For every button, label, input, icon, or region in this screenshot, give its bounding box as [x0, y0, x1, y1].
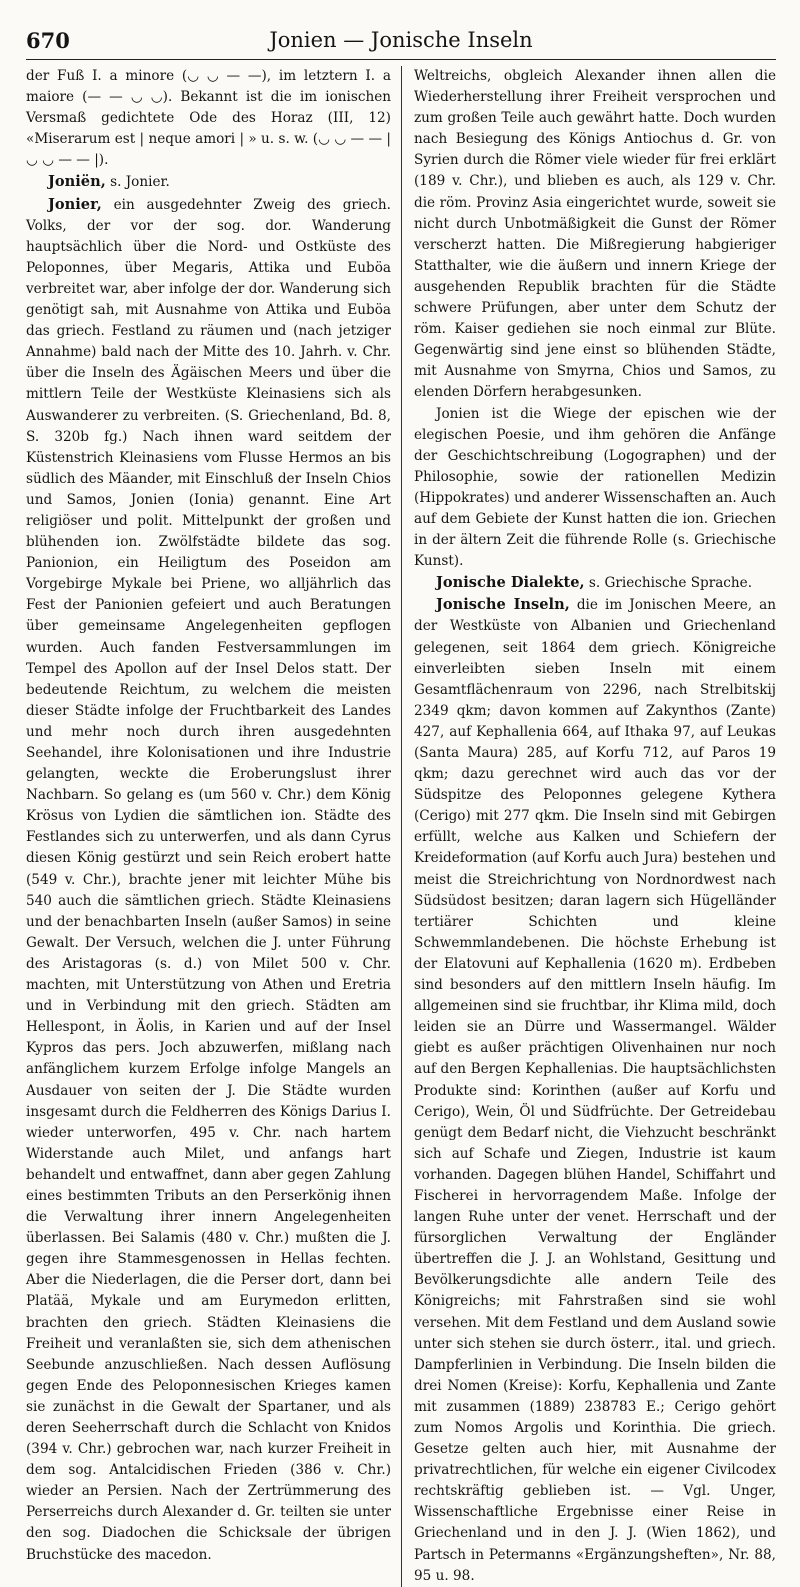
lemma-jonische-inseln: Jonische Inseln,	[436, 596, 570, 614]
two-column-body	[26, 66, 776, 1587]
page-number: 670	[26, 28, 70, 53]
entry-continuation: der Fuß I. a minore (◡ ◡ — —), im letztern I. a maiore (— — ◡ ◡). Bekannt ist die im ionischen Versmaß gedichtete Ode des Horaz (III, 12) «Miserarum est | neque amori | » u. s. w. (◡ ◡ — — | ◡ ◡ — — |).	[26, 68, 391, 169]
left-column	[26, 66, 401, 1587]
entry-jonische-dialekte-text: s. Griechische Sprache.	[584, 575, 753, 592]
entry-jonier-text: ein ausgedehnter Zweig des griech. Volks, der vor der sog. dor. Wanderung hauptsächlich über die Nord- und Ostküste des Peloponnes, über Megaris, Attika und Euböa verbreitet war, aber infolge der dor. Wanderung sich genötigt sah, mit Ausnahme von Attika und Euböa das griech. Festland zu räumen und (nach jetziger Annahme) bald nach der Mitte des 10. Jahrh. v. Chr. über die Inseln des Ägäischen Meers und über die mittlern Teile der Westküste Kleinasiens sich als Auswanderer zu verbreiten. (S. Griechenland, Bd. 8, S. 320b fg.) Nach ihnen ward seitdem der Küstenstrich Kleinasiens vom Flusse Hermos an bis südlich des Mäander, mit Einschluß der Inseln Chios und Samos, Jonien (Ionia) genannt. Eine Art religiöser und polit. Mittelpunkt der großen und blühenden ion. Zwölfstädte bildete das sog. Panionion, ein Heiligtum des Poseidon am Vorgebirge Mykale bei Priene, wo alljährlich das Fest der Panionien gefeiert und auch Beratungen über gemeinsame Angelegenheiten gepflogen wurden. Auch fanden Festversammlungen im Tempel des Apollon auf der Insel Delos statt. Der bedeutende Reichtum, zu welchem die meisten dieser Städte infolge der Fruchtbarkeit des Landes und mehr noch durch ihren ausgedehnten Seehandel, ihre Kolonisationen und ihre Industrie gelangten, weckte die Eroberungslust ihrer Nachbarn. So gelang es (um 560 v. Chr.) dem König Krösus von Lydien die sämtlichen ion. Städte des Festlandes sich zu unterwerfen, und als dann Cyrus diesen König gestürzt und sein Reich erobert hatte (549 v. Chr.), brachte jener mit leichter Mühe bis 540 auch die sämtlichen griech. Städte Kleinasiens und der benachbarten Inseln (außer Samos) in seine Gewalt. Der Versuch, welchen die J. unter Führung des Aristagoras (s. d.) von Milet 500 v. Chr. machten, mit Unterstützung von Athen und Eretria und in Verbindung mit den griech. Städten am Hellespont, in Äolis, in Karien und auf der Insel Kypros das pers. Joch abzuwerfen, mißlang nach anfänglichem kurzem Erfolge infolge Mangels an Ausdauer von seiten der J. Die Städte wurden insgesamt durch die Feldherren des Königs Darius I. wieder unterworfen, 495 v. Chr. nach hartem Widerstande auch Milet, und anfangs hart behandelt und entwaffnet, dann aber gegen Zahlung eines bestimmten Tributs an den Perserkönig ihnen die Verwaltung ihrer innern Angelegenheiten überlassen. Bei Salamis (480 v. Chr.) mußten die J. gegen ihre Stammesgenossen in Hellas fechten. Aber die Niederlagen, die die Perser dort, dann bei Platää, Mykale und am Eurymedon erlitten, brachten den griech. Städten Kleinasiens die Freiheit und veranlaßten sie, sich dem athenischen Seebunde anzuschließen. Nach dessen Auflösung gegen Ende des Peloponnesischen Krieges kamen sie zunächst in die Gewalt der Spartaner, und als deren Seeherrschaft durch die Schlacht von Knidos (394 v. Chr.) gebrochen war, nach kurzer Freiheit in dem sog. Antalcidischen Frieden (386 v. Chr.) wieder an Persien. Nach der Zertrümmerung des Perserreichs durch Alexander d. Gr. teilten sie unter den sog. Diadochen die Schicksale der übrigen Bruchstücke des macedon.	[26, 196, 391, 1563]
running-head: Jonien — Jonische Inseln	[269, 28, 533, 52]
entry-jonische-dialekte	[414, 572, 776, 594]
lemma-jonier: Jonier,	[48, 195, 102, 213]
entry-jonier-culture: Jonien ist die Wiege der epischen wie der elegischen Poesie, und ihm gehören die Anfänge der Geschichtschreibung (Logographen) und der Philosophie, sowie der rationellen Medizin (Hippokrates) und anderer Wissenschaften an. Auch auf dem Gebiete der Kunst hatten die ion. Griechen in der ältern Zeit die führende Rolle (s. Griechische Kunst).	[414, 405, 776, 570]
entry-jonien	[26, 171, 391, 193]
header-rule	[26, 59, 776, 60]
entry-jonische-inseln-text: die im Jonischen Meere, an der Westküste von Albanien und Griechenland gelegenen, seit 1864 dem griech. Königreiche einverleibten sieben Inseln mit einem Gesamtflächenraum von 2296, nach Strelbitskij 2349 qkm; davon kommen auf Zakynthos (Zante) 427, auf Kephallenia 664, auf Ithaka 97, auf Leukas (Santa Maura) 285, auf Korfu 712, auf Paros 19 qkm; dazu gerechnet wird auch das vor der Südspitze des Peloponnes gelegene Kythera (Cerigo) mit 277 qkm. Die Inseln sind mit Gebirgen erfüllt, welche aus Kalken und Schiefern der Kreideformation (auf Korfu auch Jura) bestehen und meist die Streichrichtung von Nordnordwest nach Südsüdost besitzen; daran lagern sich Hügelländer tertiärer Schichten und kleine Schwemmlandebenen. Die höchste Erhebung ist der Elatovuni auf Kephallenia (1620 m). Erdbeben sind besonders auf den mittlern Inseln häufig. Im allgemeinen sind sie fruchtbar, ihr Klima mild, doch leiden sie an Dürre und Wassermangel. Wälder giebt es außer prächtigen Olivenhainen nur noch auf den Bergen Kephallenias. Die hauptsächlichsten Produkte sind: Korinthen (außer auf Korfu und Cerigo), Wein, Öl und Südfrüchte. Der Getreidebau genügt dem Bedarf nicht, die Viehzucht beschränkt sich auf Schafe und Ziegen, Industrie ist kaum vorhanden. Dagegen blühen Handel, Schiffahrt und Fischerei in hervorragendem Maße. Infolge der langen Ruhe unter der venet. Herrschaft und der fürsorglichen Verwaltung der Engländer übertreffen die J. J. an Wohlstand, Gesittung und Bevölkerungsdichte alle andern Teile des Königreichs; mit Fahrstraßen sind sie wohl versehen. Mit dem Festland und dem Ausland sowie unter sich stehen sie durch österr., ital. und griech. Dampferlinien in Verbindung. Die Inseln bilden die drei Nomen (Kreise): Korfu, Kephallenia und Zante mit zusammen (1889) 238783 E.; Cerigo gehört zum Nomos Argolis und Korinthia. Die griech. Gesetze gelten auch hier, mit Ausnahme der privatrechtlichen, für welche ein eigener Civilcodex rechtskräftig geblieben ist. — Vgl. Unger, Wissenschaftliche Ergebnisse einer Reise in Griechenland und in den J. J. (Wien 1862), und Partsch in Petermanns «Ergänzungsheften», Nr. 88, 95 u. 98.	[414, 597, 776, 1584]
lemma-jonien: Joniën,	[48, 173, 106, 191]
entry-jonier-continued: Weltreichs, obgleich Alexander ihnen allen die Wiederherstellung ihrer Freiheit versprochen und zum großen Teile auch gewährt hatte. Doch wurden nach Besiegung des Königs Antiochus d. Gr. von Syrien durch die Römer viele wieder für frei erklärt (189 v. Chr.), und blieben es auch, als 129 v. Chr. die röm. Provinz Asia eingerichtet wurde, soweit sie nicht durch Unbotmäßigkeit die Gunst der Römer verscherzt hatten. Die Mißregierung habgieriger Statthalter, wie die äußern und innern Kriege der ausgehenden Republik brachten für die Städte schwere Prüfungen, aber unter dem Schutz der röm. Kaiser gediehen sie noch einmal zur Blüte. Gegenwärtig sind jene einst so blühenden Städte, mit Ausnahme von Smyrna, Chios und Samos, zu elenden Dörfern herabgesunken.	[414, 68, 776, 401]
lemma-jonische-dialekte: Jonische Dialekte,	[436, 574, 585, 592]
entry-jonien-text: s. Jonier.	[105, 174, 170, 191]
page-header	[26, 22, 776, 60]
entry-jonier	[26, 194, 391, 1566]
right-column	[401, 66, 776, 1587]
entry-jonische-inseln	[414, 594, 776, 1586]
